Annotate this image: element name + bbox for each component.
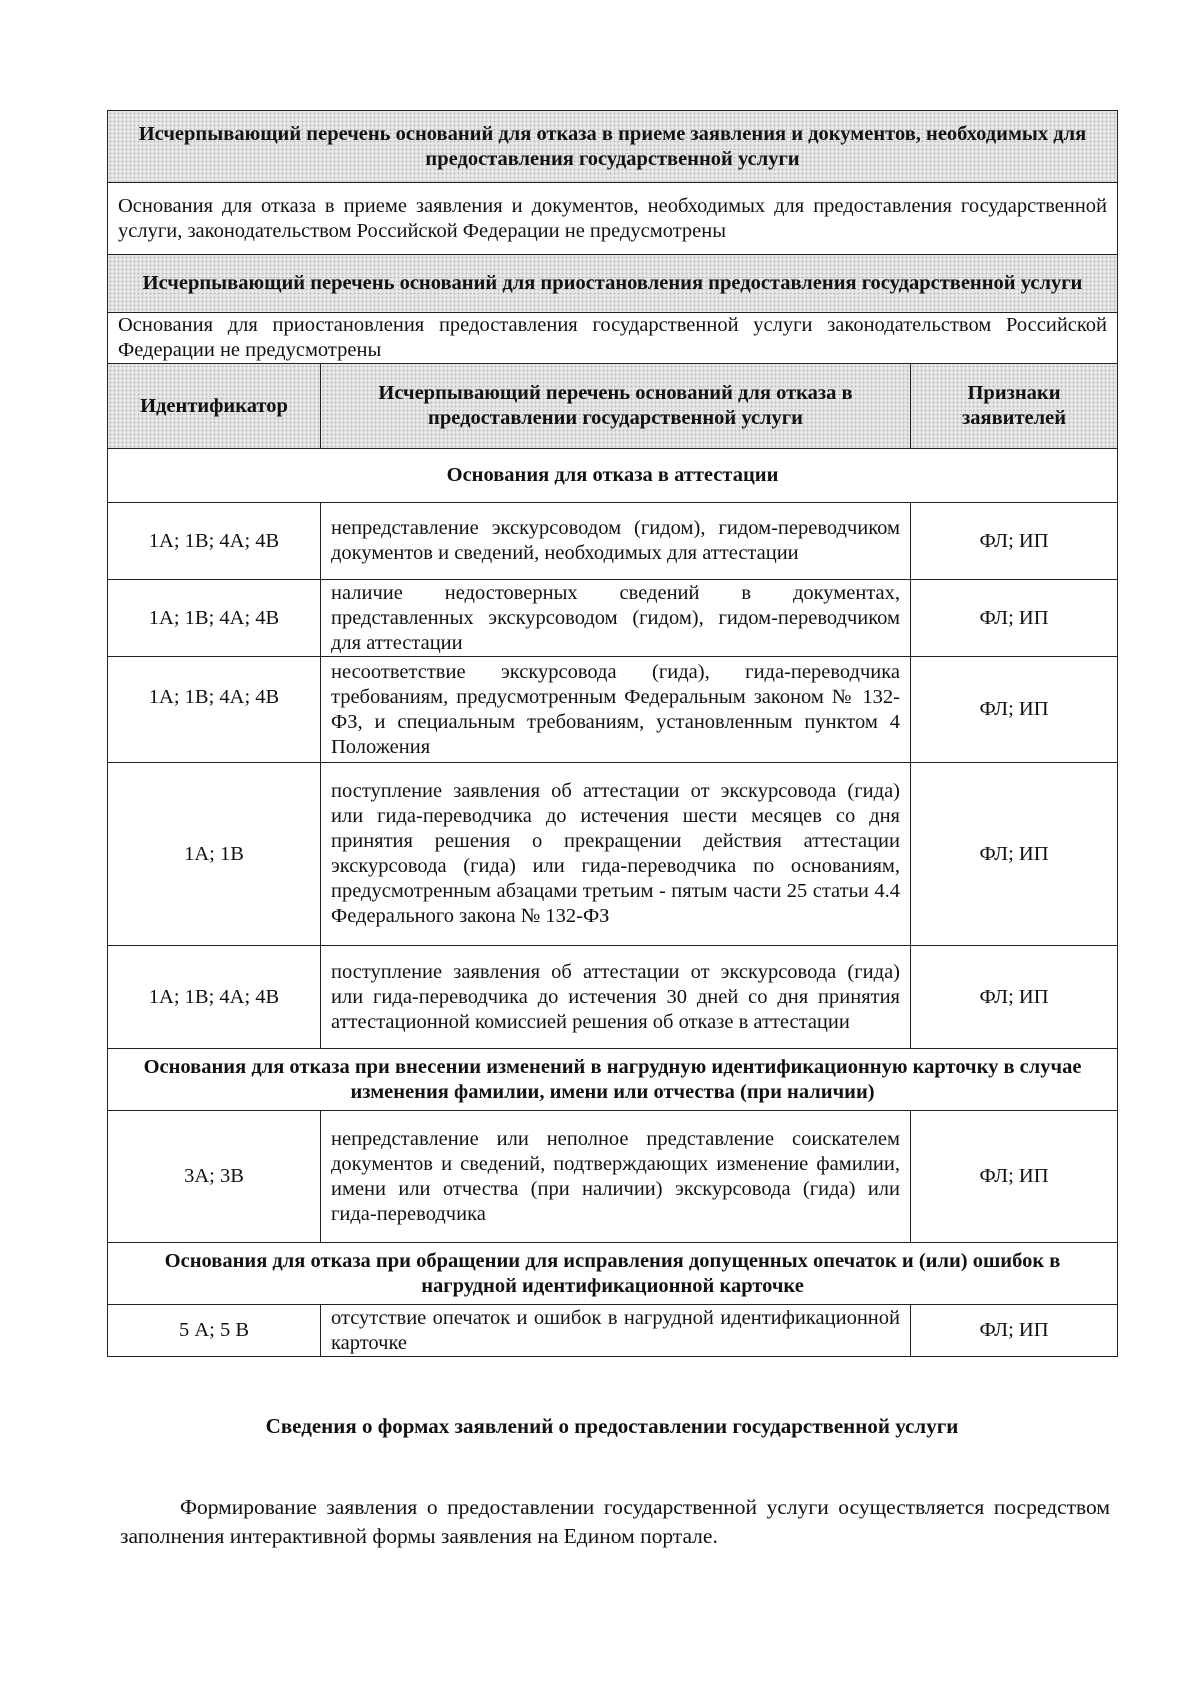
row-grounds-text: наличие недостоверных сведений в документах, представленных экскурсоводом (гидом), гидом-переводчиком для аттестации bbox=[321, 580, 911, 657]
row-grounds-text: непредставление или неполное представление соискателем документов и сведений, подтверждающих изменение фамилии, имени или отчества (при наличии) экскурсовода (гида) или гида-переводчика bbox=[321, 1111, 911, 1243]
table-row bbox=[108, 1111, 1118, 1243]
group-title-attestation: Основания для отказа в аттестации bbox=[108, 449, 1118, 503]
row-grounds-text: несоответствие экскурсовода (гида), гида-переводчика требованиям, предусмотренным Федеральным законом № 132-ФЗ, и специальным требованиям, установленным пунктом 4 Положения bbox=[321, 657, 911, 763]
row-applicants: ФЛ; ИП bbox=[911, 657, 1118, 763]
row-identifier: 3А; 3В bbox=[108, 1111, 321, 1243]
row-identifier: 5 А; 5 В bbox=[108, 1305, 321, 1357]
forms-section-title: Сведения о формах заявлений о предоставлении государственной услуги bbox=[265, 1414, 959, 1438]
table-row bbox=[108, 580, 1118, 657]
column-header-grounds: Исчерпывающий перечень оснований для отказа в предоставлении государственной услуги bbox=[321, 364, 911, 449]
row-grounds-text: поступление заявления об аттестации от экскурсовода (гида) или гида-переводчика до истечения шести месяцев со дня принятия решения о прекращении действия аттестации экскурсовода (гида) или гида-переводчика по основаниям, предусмотренным абзацами третьим - пятым части 25 статьи 4.4 Федерального закона № 132-ФЗ bbox=[321, 763, 911, 946]
row-applicants: ФЛ; ИП bbox=[911, 946, 1118, 1049]
refusal-grounds-table bbox=[107, 110, 1118, 1357]
row-identifier: 1А; 1В; 4А; 4В bbox=[108, 657, 321, 763]
column-header-applicants: Признаки заявителей bbox=[911, 364, 1118, 449]
table-row bbox=[108, 763, 1118, 946]
section-text-suspension: Основания для приостановления предоставления государственной услуги законодательством Российской Федерации не предусмотрены bbox=[108, 313, 1118, 364]
table-row bbox=[108, 1305, 1118, 1357]
row-identifier: 1А; 1В bbox=[108, 763, 321, 946]
table-row bbox=[108, 657, 1118, 763]
row-applicants: ФЛ; ИП bbox=[911, 1111, 1118, 1243]
row-applicants: ФЛ; ИП bbox=[911, 763, 1118, 946]
column-header-identifier: Идентификатор bbox=[108, 364, 321, 449]
section-header-refusal-reception: Исчерпывающий перечень оснований для отказа в приеме заявления и документов, необходимых для предоставления государственной услуги bbox=[108, 111, 1118, 183]
row-applicants: ФЛ; ИП bbox=[911, 503, 1118, 580]
table-row bbox=[108, 946, 1118, 1049]
group-title-typo-correction: Основания для отказа при обращении для исправления допущенных опечаток и (или) ошибок в нагрудной идентификационной карточке bbox=[108, 1243, 1118, 1305]
row-identifier: 1А; 1В; 4А; 4В bbox=[108, 580, 321, 657]
forms-section-paragraph: Формирование заявления о предоставлении государственной услуги осуществляется посредством заполнения интерактивной формы заявления на Едином портале. bbox=[120, 1495, 1110, 1548]
section-text-refusal-reception: Основания для отказа в приеме заявления и документов, необходимых для предоставления государственной услуги, законодательством Российской Федерации не предусмотрены bbox=[108, 183, 1118, 255]
group-title-name-change: Основания для отказа при внесении изменений в нагрудную идентификационную карточку в случае изменения фамилии, имени или отчества (при наличии) bbox=[108, 1049, 1118, 1111]
section-header-suspension: Исчерпывающий перечень оснований для приостановления предоставления государственной услуги bbox=[108, 255, 1118, 313]
table-row bbox=[108, 503, 1118, 580]
row-identifier: 1А; 1В; 4А; 4В bbox=[108, 503, 321, 580]
row-applicants: ФЛ; ИП bbox=[911, 1305, 1118, 1357]
row-identifier: 1А; 1В; 4А; 4В bbox=[108, 946, 321, 1049]
row-applicants: ФЛ; ИП bbox=[911, 580, 1118, 657]
row-grounds-text: поступление заявления об аттестации от экскурсовода (гида) или гида-переводчика до истечения 30 дней со дня принятия аттестационной комиссией решения об отказе в аттестации bbox=[321, 946, 911, 1049]
row-grounds-text: непредставление экскурсоводом (гидом), гидом-переводчиком документов и сведений, необходимых для аттестации bbox=[321, 503, 911, 580]
row-grounds-text: отсутствие опечаток и ошибок в нагрудной идентификационной карточке bbox=[321, 1305, 911, 1357]
